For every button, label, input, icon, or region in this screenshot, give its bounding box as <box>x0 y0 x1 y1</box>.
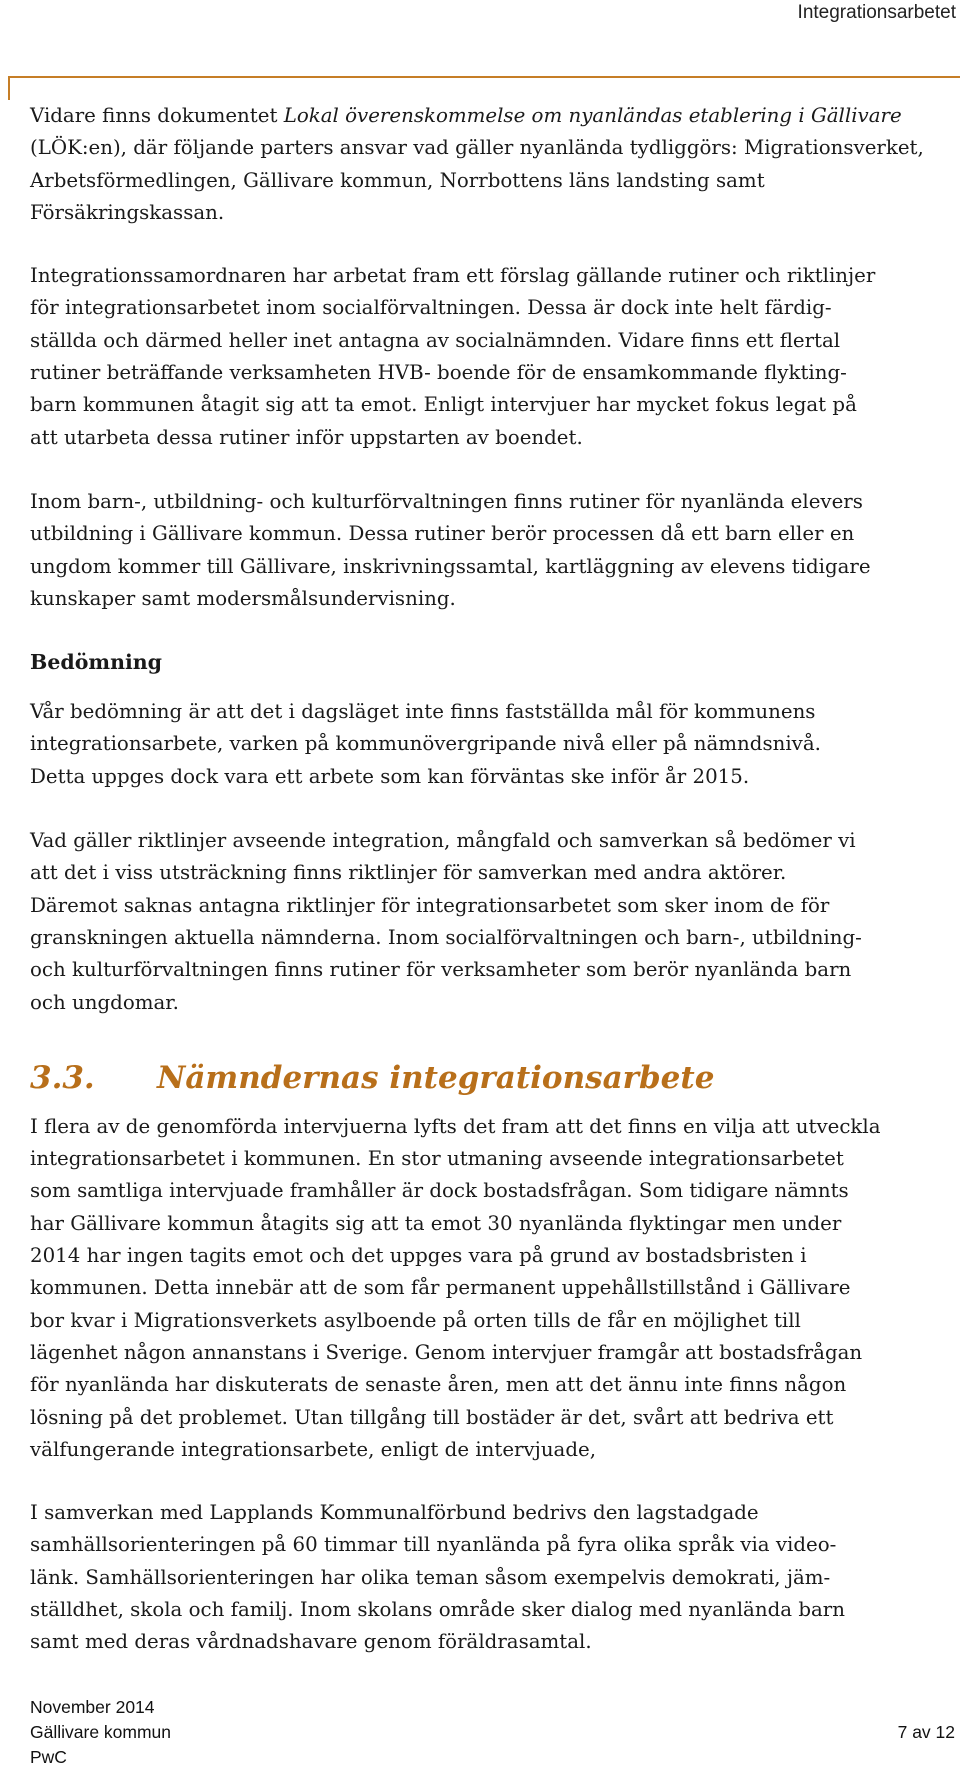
text-line: samt med deras vårdnadshavare genom föräldrasamtal. <box>30 1630 592 1654</box>
text-line: barn kommunen åtagit sig att ta emot. Enligt intervjuer har mycket fokus legat på <box>30 393 857 417</box>
paragraph-integrationssamordnare <box>30 260 955 454</box>
text-line: Inom barn-, utbildning- och kulturförvaltningen finns rutiner för nyanlända elevers <box>30 489 863 513</box>
text-line: att det i viss utsträckning finns riktlinjer för samverkan med andra aktörer. <box>30 861 787 885</box>
text-line: lägenhet någon annanstans i Sverige. Genom intervjuer framgår att bostadsfrågan <box>30 1340 863 1364</box>
text-line: har Gällivare kommun åtagits sig att ta emot 30 nyanlända flyktingar men under <box>30 1211 842 1235</box>
text-line: granskningen aktuella nämnderna. Inom socialförvaltningen och barn-, utbildning- <box>30 925 862 949</box>
text-line: för nyanlända har diskuterats de senaste åren, men att det ännu inte finns någon <box>30 1373 847 1397</box>
text-line: Integrationssamordnaren har arbetat fram ett förslag gällande rutiner och riktlinjer <box>30 264 876 288</box>
text-line: ställdhet, skola och familj. Inom skolans område sker dialog med nyanlända barn <box>30 1597 845 1621</box>
text-line: I flera av de genomförda intervjuerna lyfts det fram att det finns en vilja att utveckla <box>30 1114 881 1138</box>
text-line: välfungerande integrationsarbete, enligt de intervjuade, <box>30 1437 597 1461</box>
text-line: lösning på det problemet. Utan tillgång till bostäder är det, svårt att bedriva ett <box>30 1405 834 1429</box>
text-line: och kulturförvaltningen finns rutiner för verksamheter som berör nyanlända barn <box>30 958 852 982</box>
text-line: för integrationsarbetet inom socialförvaltningen. Dessa är dock inte helt färdig- <box>30 296 832 320</box>
document-title-italic: Lokal överenskommelse om nyanländas etablering i Gällivare <box>283 104 902 127</box>
text-line: Vad gäller riktlinjer avseende integration, mångfald och samverkan så bedömer vi <box>30 829 856 853</box>
page-number: 7 av 12 <box>897 1722 955 1742</box>
footer-organization: Gällivare kommun <box>30 1722 172 1742</box>
section-title: Nämndernas integrationsarbete <box>157 1059 715 1096</box>
paragraph-barn-utbildning <box>30 486 955 615</box>
paragraph-lok-suffix: (LÖK:en), där följande parters ansvar vad gäller nyanlända tydliggörs: Migrationsverket, Arbetsförmedlingen, Gällivare kommun, Norrbottens läns landsting samt Försäkringskassan. <box>30 136 924 224</box>
text-line: samhällsorienteringen på 60 timmar till nyanlända på fyra olika språk via video- <box>30 1533 837 1557</box>
heading-bedomning: Bedömning <box>30 650 162 675</box>
document-body <box>30 100 955 1659</box>
paragraph-samhallsorientering <box>30 1497 955 1658</box>
paragraph-lok-prefix: Vidare finns dokumentet <box>30 104 284 127</box>
paragraph-bedomning-riktlinjer <box>30 825 955 1019</box>
text-line: Detta uppges dock vara ett arbete som kan förväntas ske inför år 2015. <box>30 764 750 788</box>
page-footer <box>30 1695 955 1770</box>
footer-date: November 2014 <box>30 1697 155 1717</box>
running-header: Integrationsarbetet <box>797 2 956 23</box>
paragraph-bedomning-mal <box>30 696 955 793</box>
header-rule <box>8 76 960 78</box>
text-line: kunskaper samt modersmålsundervisning. <box>30 586 456 610</box>
paragraph-lok <box>30 100 955 229</box>
paragraph-bostadsfragan <box>30 1111 955 1466</box>
text-line: Däremot saknas antagna riktlinjer för integrationsarbetet som sker inom de för <box>30 893 830 917</box>
text-line: Vår bedömning är att det i dagsläget inte finns fastställda mål för kommunens <box>30 700 816 724</box>
text-line: integrationsarbete, varken på kommunövergripande nivå eller på nämndsnivå. <box>30 732 821 756</box>
text-line: ungdom kommer till Gällivare, inskrivningssamtal, kartläggning av elevens tidigare <box>30 554 871 578</box>
text-line: att utarbeta dessa rutiner inför uppstarten av boendet. <box>30 425 583 449</box>
text-line: ställda och därmed heller inet antagna av socialnämnden. Vidare finns ett flertal <box>30 328 841 352</box>
text-line: integrationsarbetet i kommunen. En stor utmaning avseende integrationsarbetet <box>30 1147 844 1171</box>
text-line: kommunen. Detta innebär att de som får permanent uppehållstillstånd i Gällivare <box>30 1276 851 1300</box>
header-corner-mark <box>8 76 10 100</box>
text-line: I samverkan med Lapplands Kommunalförbund bedrivs den lagstadgade <box>30 1501 759 1525</box>
text-line: länk. Samhällsorienteringen har olika teman såsom exempelvis demokrati, jäm- <box>30 1565 831 1589</box>
text-line: utbildning i Gällivare kommun. Dessa rutiner berör processen då ett barn eller en <box>30 522 855 546</box>
text-line: rutiner beträffande verksamheten HVB- boende för de ensamkommande flykting- <box>30 361 847 385</box>
section-number: 3.3. <box>30 1059 95 1096</box>
text-line: som samtliga intervjuade framhåller är dock bostadsfrågan. Som tidigare nämnts <box>30 1179 849 1203</box>
footer-firm: PwC <box>30 1747 67 1767</box>
text-line: bor kvar i Migrationsverkets asylboende på orten tills de får en möjlighet till <box>30 1308 801 1332</box>
text-line: och ungdomar. <box>30 990 179 1014</box>
text-line: 2014 har ingen tagits emot och det uppges vara på grund av bostadsbristen i <box>30 1244 807 1268</box>
section-heading <box>30 1053 955 1103</box>
